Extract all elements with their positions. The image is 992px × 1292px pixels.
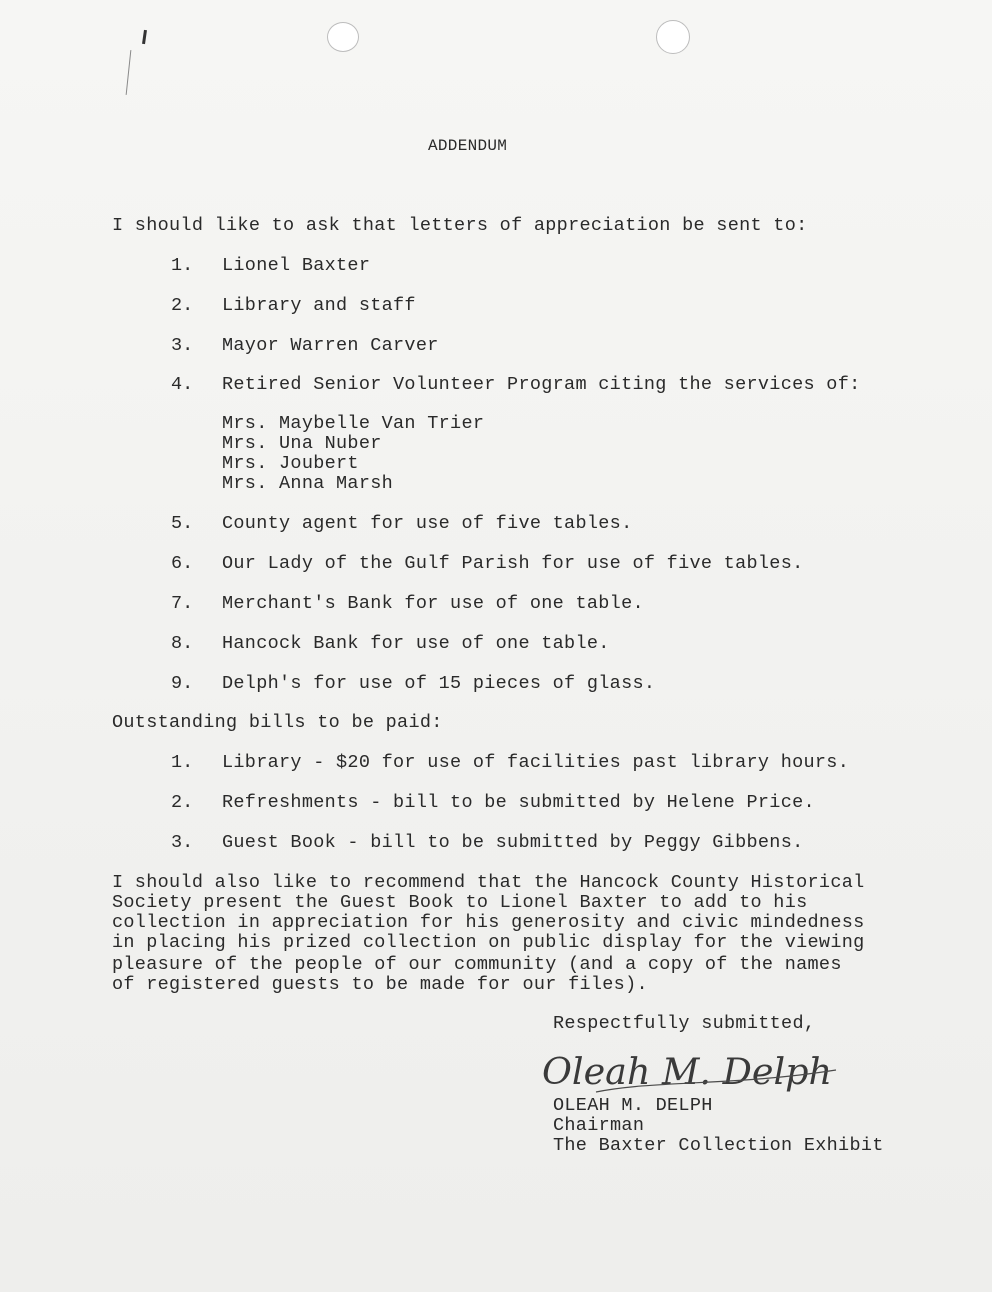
item-text: Lionel Baxter bbox=[222, 255, 371, 276]
signer-title: Chairman bbox=[553, 1115, 645, 1136]
ink-speck bbox=[142, 30, 147, 44]
closing-line: Respectfully submitted, bbox=[553, 1013, 816, 1034]
item-text: Refreshments - bill to be submitted by Helene Price. bbox=[222, 792, 815, 813]
item-number: 2. bbox=[171, 295, 194, 316]
signature-script: Oleah M. Delph bbox=[542, 1052, 832, 1093]
item-text: Retired Senior Volunteer Program citing the services of: bbox=[222, 374, 861, 395]
page-title: ADDENDUM bbox=[428, 137, 508, 155]
volunteer-name: Mrs. Maybelle Van Trier bbox=[222, 413, 485, 434]
intro-line: I should like to ask that letters of appreciation be sent to: bbox=[112, 215, 808, 236]
item-text: Guest Book - bill to be submitted by Peggy Gibbens. bbox=[222, 832, 804, 853]
item-text: Hancock Bank for use of one table. bbox=[222, 633, 610, 654]
item-number: 5. bbox=[171, 513, 194, 534]
paragraph-line: I should also like to recommend that the Hancock County Historical bbox=[112, 872, 865, 893]
item-number: 1. bbox=[171, 752, 194, 773]
item-number: 9. bbox=[171, 673, 194, 694]
item-number: 2. bbox=[171, 792, 194, 813]
item-number: 3. bbox=[171, 832, 194, 853]
item-text: Delph's for use of 15 pieces of glass. bbox=[222, 673, 656, 694]
paragraph-line: Society present the Guest Book to Lionel Baxter to add to his bbox=[112, 892, 808, 913]
volunteer-name: Mrs. Una Nuber bbox=[222, 433, 382, 454]
paragraph-line: collection in appreciation for his generosity and civic mindedness bbox=[112, 912, 865, 933]
punch-hole-left bbox=[327, 22, 359, 52]
pencil-stroke bbox=[126, 50, 132, 95]
item-number: 6. bbox=[171, 553, 194, 574]
signer-organization: The Baxter Collection Exhibit bbox=[553, 1135, 884, 1156]
paragraph-line: in placing his prized collection on public display for the viewing bbox=[112, 932, 865, 953]
volunteer-name: Mrs. Anna Marsh bbox=[222, 473, 394, 494]
item-number: 1. bbox=[171, 255, 194, 276]
item-text: Mayor Warren Carver bbox=[222, 335, 439, 356]
item-number: 8. bbox=[171, 633, 194, 654]
item-text: County agent for use of five tables. bbox=[222, 513, 633, 534]
paragraph-line: of registered guests to be made for our files). bbox=[112, 974, 648, 995]
item-text: Library and staff bbox=[222, 295, 416, 316]
signer-name: OLEAH M. DELPH bbox=[553, 1095, 713, 1116]
punch-hole-right bbox=[656, 20, 690, 54]
item-text: Our Lady of the Gulf Parish for use of five tables. bbox=[222, 553, 804, 574]
bills-heading: Outstanding bills to be paid: bbox=[112, 712, 443, 733]
volunteer-name: Mrs. Joubert bbox=[222, 453, 359, 474]
item-number: 4. bbox=[171, 374, 194, 395]
paragraph-line: pleasure of the people of our community (and a copy of the names bbox=[112, 954, 842, 975]
item-text: Merchant's Bank for use of one table. bbox=[222, 593, 644, 614]
item-number: 3. bbox=[171, 335, 194, 356]
item-number: 7. bbox=[171, 593, 194, 614]
item-text: Library - $20 for use of facilities past library hours. bbox=[222, 752, 850, 773]
